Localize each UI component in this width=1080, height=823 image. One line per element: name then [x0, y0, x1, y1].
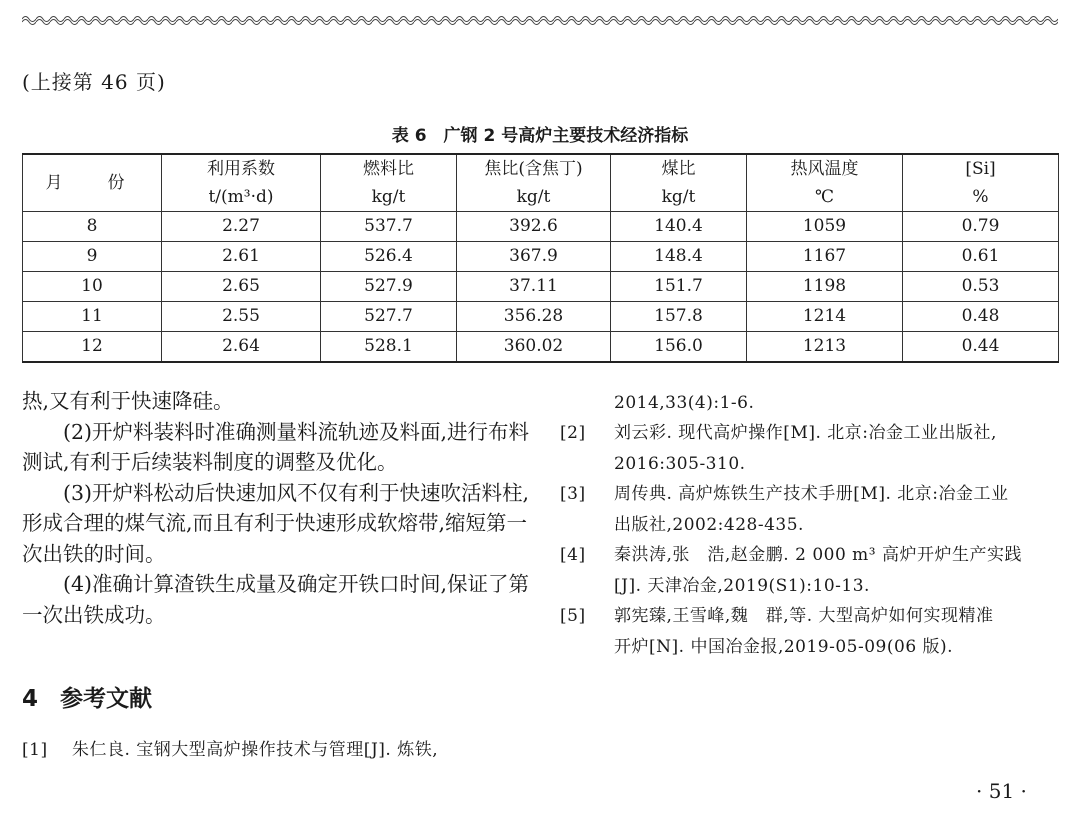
table-cell: 2.55	[162, 302, 321, 332]
table-cell: 0.79	[903, 212, 1059, 242]
table-row	[23, 242, 1059, 272]
table-row	[23, 332, 1059, 363]
body-paragraph: (3)开炉料松动后快速加风不仅有利于快速吹活料柱,形成合理的煤气流,而且有利于快速形成软熔带,缩短第一次出铁的时间。	[22, 480, 530, 566]
table-cell: 9	[23, 242, 162, 272]
table-cell: 0.61	[903, 242, 1059, 272]
table-cell: 537.7	[321, 212, 457, 242]
header-unit: ℃	[747, 183, 903, 212]
table-cell: 140.4	[611, 212, 747, 242]
table-cell: 2.64	[162, 332, 321, 363]
header-unit: kg/t	[457, 183, 611, 212]
reference-line: 开炉[N]. 中国冶金报,2019-05-09(06 版).	[614, 636, 954, 657]
reference-line: 2016:305-310.	[614, 453, 746, 474]
reference-number: [5]	[560, 606, 586, 626]
table-cell: 148.4	[611, 242, 747, 272]
table-cell: 1214	[747, 302, 903, 332]
body-paragraph: (2)开炉料装料时准确测量料流轨迹及料面,进行布料测试,有利于后续装料制度的调整及优化。	[22, 419, 530, 474]
decorative-wave-border	[22, 10, 1058, 28]
header-name: 利用系数	[162, 154, 321, 183]
header-unit: %	[903, 183, 1059, 212]
header-name: 燃料比	[321, 154, 457, 183]
reference-continuation	[560, 391, 1060, 421]
reference-line: 郭宪臻,王雪峰,魏 群,等. 大型高炉如何实现精准	[614, 606, 994, 626]
header-unit: t/(m³·d)	[162, 183, 321, 212]
table-cell: 1167	[747, 242, 903, 272]
table-cell: 1213	[747, 332, 903, 363]
table-cell: 12	[23, 332, 162, 363]
header-month: 月 份	[23, 154, 162, 212]
header-unit: kg/t	[611, 183, 747, 212]
reference-item	[560, 421, 1060, 482]
table-cell: 157.8	[611, 302, 747, 332]
table-cell: 392.6	[457, 212, 611, 242]
reference-item	[22, 738, 542, 768]
section-heading	[22, 680, 152, 713]
table-cell: 0.53	[903, 272, 1059, 302]
reference-line: [J]. 天津冶金,2019(S1):10-13.	[614, 575, 870, 596]
header-name: 焦比(含焦丁)	[457, 154, 611, 183]
reference-number: [3]	[560, 484, 586, 504]
reference-line: 2014,33(4):1-6.	[614, 393, 755, 413]
reference-number: [2]	[560, 423, 586, 443]
table-row	[23, 212, 1059, 242]
table-cell: 1059	[747, 212, 903, 242]
reference-item	[560, 482, 1060, 543]
table-cell: 367.9	[457, 242, 611, 272]
reference-item	[560, 543, 1060, 604]
reference-line: 秦洪涛,张 浩,赵金鹏. 2 000 m³ 高炉开炉生产实践	[614, 545, 1023, 565]
page-number: · 51 ·	[976, 779, 1027, 803]
table-cell: 1198	[747, 272, 903, 302]
table-cell: 360.02	[457, 332, 611, 363]
table-cell: 527.9	[321, 272, 457, 302]
header-unit: kg/t	[321, 183, 457, 212]
reference-number: [4]	[560, 545, 586, 565]
table-cell: 0.44	[903, 332, 1059, 363]
section-title: 参考文献	[60, 686, 152, 712]
body-paragraph: 热,又有利于快速降硅。	[22, 389, 234, 413]
header-name: [Si]	[903, 154, 1059, 183]
header-name: 热风温度	[747, 154, 903, 183]
reference-item	[560, 604, 1060, 665]
reference-line: 朱仁良. 宝钢大型高炉操作技术与管理[J]. 炼铁,	[72, 740, 439, 760]
table-cell: 37.11	[457, 272, 611, 302]
table-row	[23, 272, 1059, 302]
reference-number: [1]	[22, 740, 48, 760]
table-cell: 10	[23, 272, 162, 302]
reference-line: 周传典. 高炉炼铁生产技术手册[M]. 北京:冶金工业	[614, 484, 1009, 504]
table-cell: 527.7	[321, 302, 457, 332]
table-cell: 356.28	[457, 302, 611, 332]
table-cell: 526.4	[321, 242, 457, 272]
table-cell: 8	[23, 212, 162, 242]
table-cell: 2.65	[162, 272, 321, 302]
table-cell: 2.27	[162, 212, 321, 242]
table-caption: 表 6 广钢 2 号高炉主要技术经济指标	[391, 126, 689, 146]
table-row	[23, 302, 1059, 332]
header-name: 煤比	[611, 154, 747, 183]
table-cell: 0.48	[903, 302, 1059, 332]
reference-line: 刘云彩. 现代高炉操作[M]. 北京:冶金工业出版社,	[614, 423, 997, 443]
table-cell: 156.0	[611, 332, 747, 363]
section-number: 4	[22, 686, 39, 712]
table-cell: 151.7	[611, 272, 747, 302]
body-text	[22, 386, 542, 630]
indicator-table	[22, 153, 1059, 363]
table-cell: 11	[23, 302, 162, 332]
continued-note: (上接第 46 页)	[22, 70, 166, 94]
table-cell: 2.61	[162, 242, 321, 272]
reference-line: 出版社,2002:428-435.	[614, 514, 804, 535]
body-paragraph: (4)准确计算渣铁生成量及确定开铁口时间,保证了第一次出铁成功。	[22, 572, 530, 627]
table-cell: 528.1	[321, 332, 457, 363]
